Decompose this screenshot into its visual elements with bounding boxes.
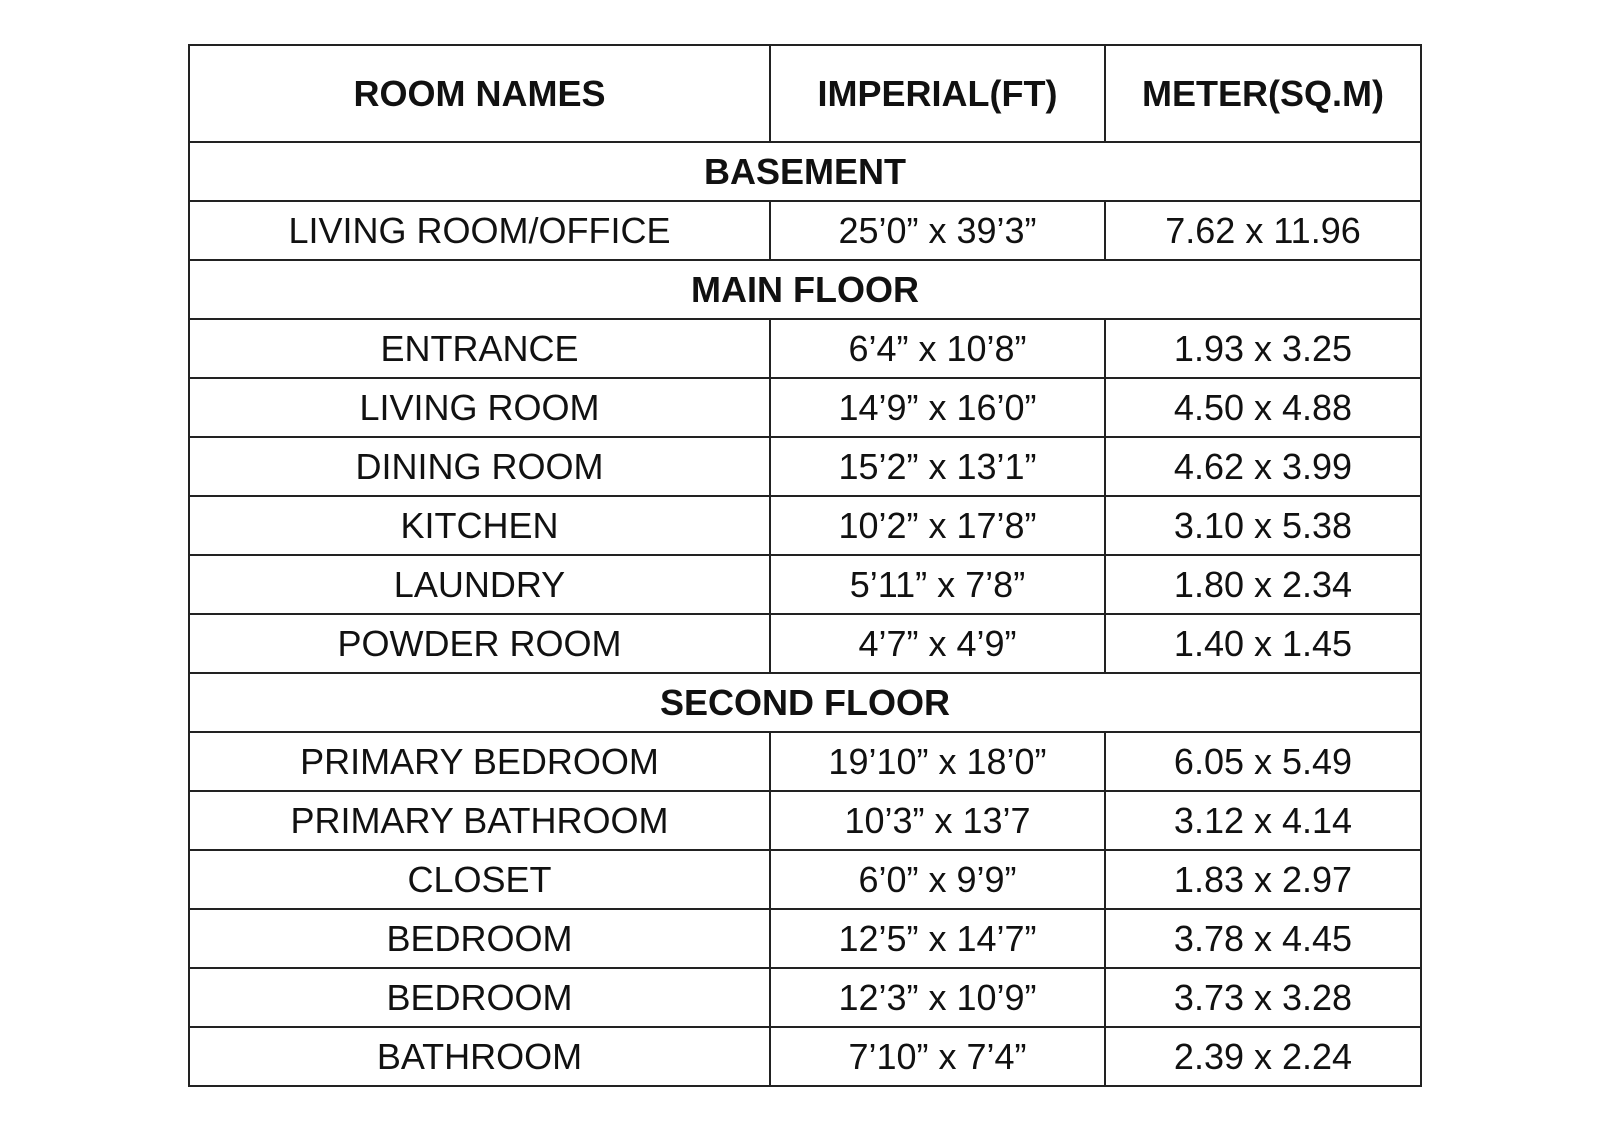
room-name-cell: LIVING ROOM/OFFICE [189,201,770,260]
imperial-cell: 10’3” x 13’7 [770,791,1105,850]
imperial-cell: 4’7” x 4’9” [770,614,1105,673]
room-name-cell: LIVING ROOM [189,378,770,437]
meter-cell: 3.12 x 4.14 [1105,791,1421,850]
header-imperial: IMPERIAL(FT) [770,45,1105,142]
meter-cell: 1.93 x 3.25 [1105,319,1421,378]
header-room-names: ROOM NAMES [189,45,770,142]
imperial-cell: 5’11” x 7’8” [770,555,1105,614]
room-name-cell: CLOSET [189,850,770,909]
table-row [189,850,1421,909]
imperial-cell: 25’0” x 39’3” [770,201,1105,260]
room-name-cell: LAUNDRY [189,555,770,614]
room-name-cell: ENTRANCE [189,319,770,378]
table-row [189,909,1421,968]
room-dimensions-table [188,44,1422,1087]
header-row [189,45,1421,142]
imperial-cell: 6’4” x 10’8” [770,319,1105,378]
section-row-main-floor [189,260,1421,319]
table-row [189,496,1421,555]
table-row [189,791,1421,850]
imperial-cell: 19’10” x 18’0” [770,732,1105,791]
room-name-cell: DINING ROOM [189,437,770,496]
imperial-cell: 12’3” x 10’9” [770,968,1105,1027]
table-row [189,319,1421,378]
table-row [189,1027,1421,1086]
section-title: BASEMENT [189,142,1421,201]
section-title: MAIN FLOOR [189,260,1421,319]
table-row [189,732,1421,791]
imperial-cell: 12’5” x 14’7” [770,909,1105,968]
table-row [189,614,1421,673]
table-row [189,555,1421,614]
imperial-cell: 7’10” x 7’4” [770,1027,1105,1086]
room-name-cell: PRIMARY BATHROOM [189,791,770,850]
meter-cell: 3.10 x 5.38 [1105,496,1421,555]
meter-cell: 3.73 x 3.28 [1105,968,1421,1027]
imperial-cell: 10’2” x 17’8” [770,496,1105,555]
room-name-cell: PRIMARY BEDROOM [189,732,770,791]
meter-cell: 1.83 x 2.97 [1105,850,1421,909]
meter-cell: 7.62 x 11.96 [1105,201,1421,260]
table-row [189,968,1421,1027]
table-row [189,378,1421,437]
imperial-cell: 15’2” x 13’1” [770,437,1105,496]
meter-cell: 1.80 x 2.34 [1105,555,1421,614]
meter-cell: 1.40 x 1.45 [1105,614,1421,673]
table-row [189,437,1421,496]
section-row-second-floor [189,673,1421,732]
section-title: SECOND FLOOR [189,673,1421,732]
meter-cell: 4.62 x 3.99 [1105,437,1421,496]
header-meter: METER(SQ.M) [1105,45,1421,142]
room-name-cell: BEDROOM [189,968,770,1027]
section-row-basement [189,142,1421,201]
imperial-cell: 6’0” x 9’9” [770,850,1105,909]
room-name-cell: POWDER ROOM [189,614,770,673]
meter-cell: 6.05 x 5.49 [1105,732,1421,791]
table-row [189,201,1421,260]
meter-cell: 4.50 x 4.88 [1105,378,1421,437]
meter-cell: 2.39 x 2.24 [1105,1027,1421,1086]
meter-cell: 3.78 x 4.45 [1105,909,1421,968]
room-name-cell: BEDROOM [189,909,770,968]
imperial-cell: 14’9” x 16’0” [770,378,1105,437]
room-name-cell: KITCHEN [189,496,770,555]
room-name-cell: BATHROOM [189,1027,770,1086]
